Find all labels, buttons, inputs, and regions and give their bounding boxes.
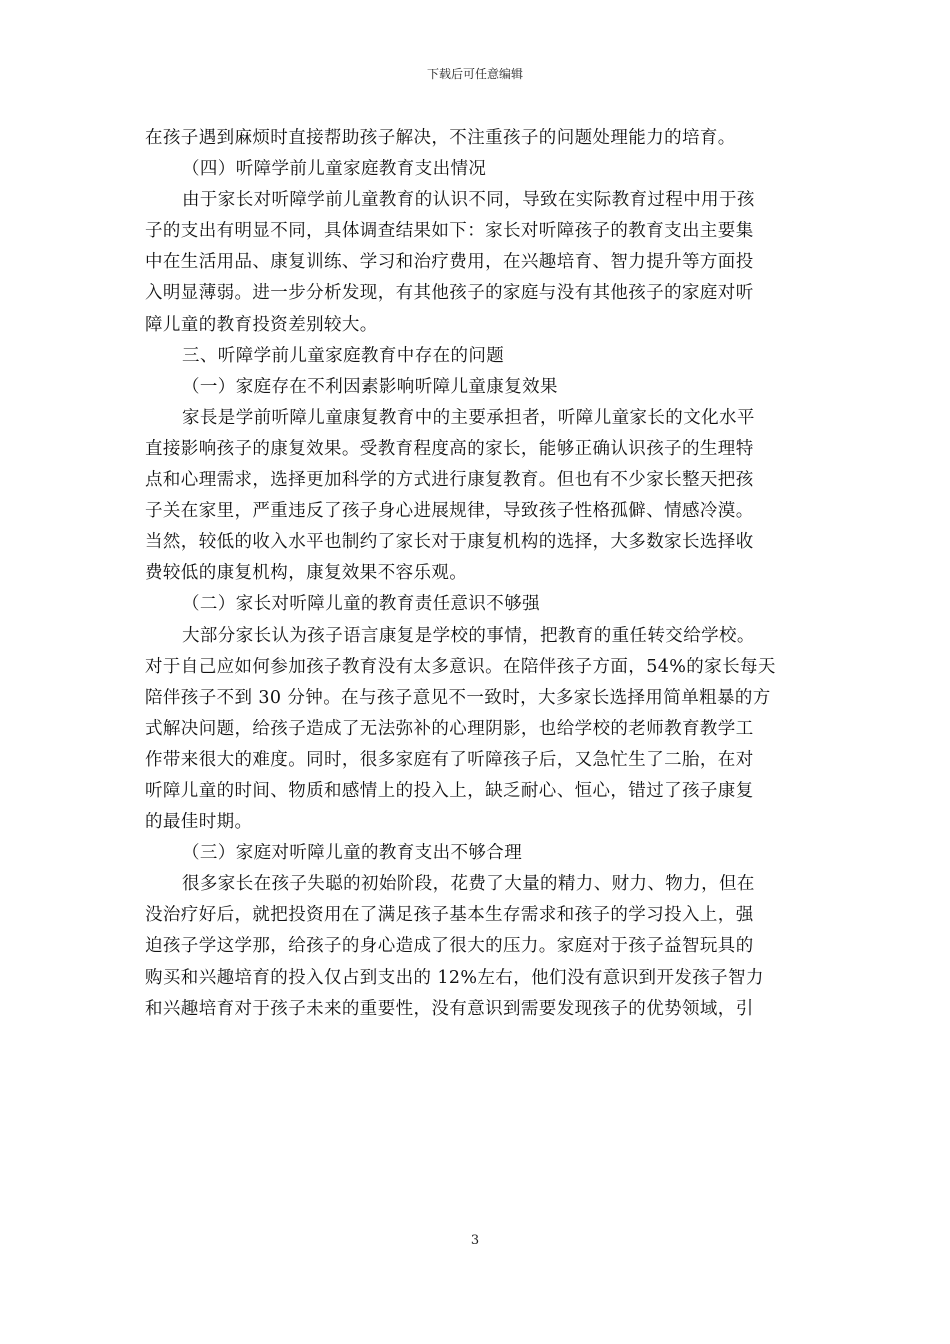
text-line: 对于自己应如何参加孩子教育没有太多意识。在陪伴孩子方面，54%的家长每天	[145, 656, 776, 677]
text-line: 迫孩子学这学那，给孩子的身心造成了很大的压力。家庭对于孩子益智玩具的	[145, 936, 754, 957]
text-line: 听障儿童的时间、物质和感情上的投入上，缺乏耐心、恒心，错过了孩子康复	[145, 780, 754, 801]
text-line: 当然，较低的收入水平也制约了家长对于康复机构的选择，大多数家长选择收	[145, 532, 754, 553]
text-line: 大部分家长认为孩子语言康复是学校的事情，把教育的重任转交给学校。	[182, 625, 755, 646]
text-line: 家長是学前听障儿童康复教育中的主要承担者，听障儿童家长的文化水平	[182, 407, 755, 428]
page-number: 3	[470, 1233, 480, 1248]
text-line: 和兴趣培育对于孩子未来的重要性，没有意识到需要发现孩子的优势领域，引	[145, 998, 754, 1019]
text-line: 点和心理需求，选择更加科学的方式进行康复教育。但也有不少家长整天把孩	[145, 470, 754, 491]
text-line: 入明显薄弱。进一步分析发现，有其他孩子的家庭与没有其他孩子的家庭对听	[145, 283, 754, 304]
text-line: （一）家庭存在不利因素影响听障儿童康复效果	[182, 376, 558, 397]
text-line: 很多家长在孩子失聪的初始阶段，花费了大量的精力、财力、物力，但在	[182, 874, 755, 895]
document-body	[145, 123, 806, 1025]
text-line: 费较低的康复机构，康复效果不容乐观。	[145, 563, 468, 584]
text-line: 在孩子遇到麻烦时直接帮助孩子解决，不注重孩子的问题处理能力的培育。	[145, 128, 736, 148]
text-line: 购买和兴趣培育的投入仅占到支出的 12%左右，他们没有意识到开发孩子智力	[145, 967, 764, 988]
text-line: 三、听障学前儿童家庭教育中存在的问题	[182, 345, 505, 366]
text-line: 直接影响孩子的康复效果。受教育程度高的家长，能够正确认识孩子的生理特	[145, 438, 754, 459]
text-line: 障儿童的教育投资差别较大。	[145, 314, 378, 335]
text-line: 中在生活用品、康复训练、学习和治疗费用，在兴趣培育、智力提升等方面投	[145, 252, 754, 273]
text-line: 作带来很大的难度。同时，很多家庭有了听障孩子后，又急忙生了二胎，在对	[145, 749, 754, 770]
text-line: （二）家长对听障儿童的教育责任意识不够强	[182, 594, 540, 615]
text-line: 由于家长对听障学前儿童教育的认识不同，导致在实际教育过程中用于孩	[182, 190, 755, 211]
text-line: 式解决问题，给孩子造成了无法弥补的心理阴影，也给学校的老师教育教学工	[145, 718, 754, 739]
text-line: 陪伴孩子不到 30 分钟。在与孩子意见不一致时，大多家长选择用简单粗暴的方	[145, 687, 771, 708]
text-line: 没治疗好后，就把投资用在了满足孩子基本生存需求和孩子的学习投入上，强	[145, 905, 754, 926]
text-line: （四）听障学前儿童家庭教育支出情况	[182, 159, 487, 180]
text-line: 的最佳时期。	[145, 812, 253, 833]
text-line: 子关在家里，严重违反了孩子身心进展规律，导致孩子性格孤僻、情感冷漠。	[145, 501, 754, 522]
text-line: 子的支出有明显不同，具体调查结果如下：家长对听障孩子的教育支出主要集	[145, 221, 754, 242]
text-line: （三）家庭对听障儿童的教育支出不够合理	[182, 843, 523, 864]
page-header: 下载后可任意编辑	[426, 67, 523, 81]
